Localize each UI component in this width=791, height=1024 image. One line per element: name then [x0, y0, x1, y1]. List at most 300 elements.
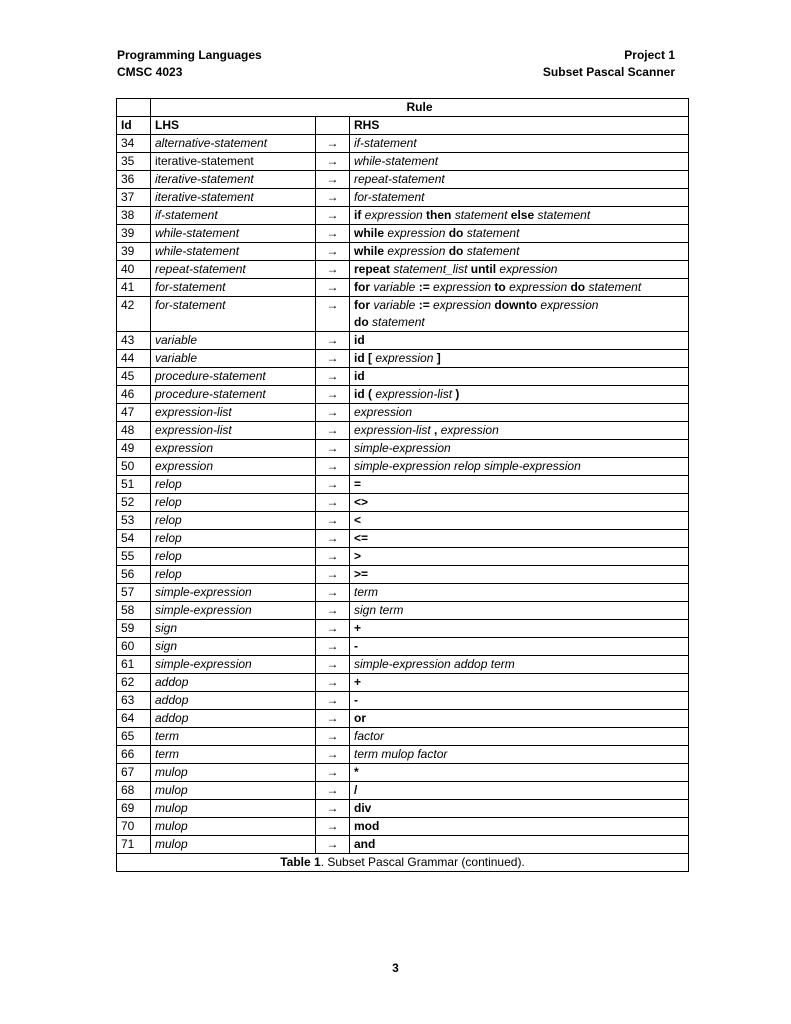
right-arrow-icon: →	[316, 548, 350, 566]
rule-lhs: addop	[151, 692, 316, 710]
column-header-row	[117, 117, 689, 135]
rhs-terminal: id	[354, 333, 365, 347]
table-row	[117, 368, 689, 386]
right-arrow-icon: →	[316, 728, 350, 746]
table-row	[117, 279, 689, 297]
rhs-nonterminal: expression	[384, 244, 449, 258]
rhs-nonterminal: statement	[534, 208, 591, 222]
rule-lhs: expression-list	[151, 422, 316, 440]
rhs-line	[354, 207, 684, 224]
rule-lhs: mulop	[151, 782, 316, 800]
rhs-terminal: then	[426, 208, 452, 222]
rhs-terminal: >=	[354, 567, 369, 581]
rhs-line	[354, 332, 684, 349]
rule-lhs: simple-expression	[151, 584, 316, 602]
rule-rhs	[350, 404, 689, 422]
right-arrow-icon: →	[316, 279, 350, 297]
rule-id: 61	[117, 656, 151, 674]
rule-lhs: expression	[151, 440, 316, 458]
rule-id: 54	[117, 530, 151, 548]
rule-lhs: if-statement	[151, 207, 316, 225]
rule-id: 63	[117, 692, 151, 710]
rule-rhs	[350, 476, 689, 494]
rule-id: 39	[117, 243, 151, 261]
rhs-terminal: while	[354, 226, 385, 240]
rule-lhs: while-statement	[151, 243, 316, 261]
rhs-nonterminal: statement_list	[390, 262, 471, 276]
right-arrow-icon: →	[316, 836, 350, 854]
rule-rhs	[350, 548, 689, 566]
rhs-nonterminal: statement	[585, 280, 642, 294]
table-row	[117, 386, 689, 404]
rhs-column-header: RHS	[350, 117, 689, 135]
rule-lhs: relop	[151, 566, 316, 584]
rhs-line	[354, 476, 684, 493]
rule-lhs: sign	[151, 638, 316, 656]
rule-id: 71	[117, 836, 151, 854]
right-arrow-icon: →	[316, 458, 350, 476]
rule-rhs	[350, 243, 689, 261]
rhs-nonterminal: variable	[370, 280, 419, 294]
rule-id: 34	[117, 135, 151, 153]
rhs-nonterminal: expression	[437, 423, 499, 437]
rhs-terminal: =	[354, 477, 362, 491]
rhs-line	[354, 297, 684, 314]
rule-rhs	[350, 297, 689, 332]
rhs-line	[354, 620, 684, 637]
rule-id: 53	[117, 512, 151, 530]
rhs-terminal: while	[354, 244, 385, 258]
rule-rhs	[350, 135, 689, 153]
rhs-line	[354, 638, 684, 655]
heading-blank-cell	[117, 99, 151, 117]
rhs-terminal: id	[354, 369, 365, 383]
rhs-line	[354, 314, 684, 331]
rule-heading: Rule	[151, 99, 689, 117]
rule-id: 65	[117, 728, 151, 746]
rule-id: 43	[117, 332, 151, 350]
rhs-line	[354, 440, 684, 457]
rhs-terminal: for	[354, 298, 370, 312]
rhs-terminal: div	[354, 801, 372, 815]
table-row	[117, 710, 689, 728]
rule-lhs: addop	[151, 710, 316, 728]
right-arrow-icon: →	[316, 297, 350, 332]
rhs-nonterminal: term	[354, 585, 378, 599]
rule-lhs: relop	[151, 530, 316, 548]
rhs-line	[354, 153, 684, 170]
rule-lhs: for-statement	[151, 279, 316, 297]
rhs-line	[354, 602, 684, 619]
table-row	[117, 674, 689, 692]
rhs-line	[354, 279, 684, 296]
rhs-line	[354, 512, 684, 529]
right-arrow-icon: →	[316, 440, 350, 458]
right-arrow-icon: →	[316, 368, 350, 386]
course-name: Programming Languages	[117, 48, 262, 62]
table-row	[117, 261, 689, 279]
right-arrow-icon: →	[316, 332, 350, 350]
rule-lhs: expression	[151, 458, 316, 476]
rule-id: 38	[117, 207, 151, 225]
rule-rhs	[350, 746, 689, 764]
right-arrow-icon: →	[316, 494, 350, 512]
rhs-terminal: for	[354, 280, 370, 294]
rhs-nonterminal: expression-list	[354, 423, 435, 437]
project-number: Project 1	[624, 48, 675, 62]
rule-id: 52	[117, 494, 151, 512]
rhs-nonterminal: factor	[354, 729, 385, 743]
right-arrow-icon: →	[316, 584, 350, 602]
right-arrow-icon: →	[316, 638, 350, 656]
rhs-line	[354, 764, 684, 781]
rhs-line	[354, 243, 684, 260]
rule-rhs	[350, 530, 689, 548]
rule-rhs	[350, 638, 689, 656]
rule-lhs: mulop	[151, 836, 316, 854]
rule-rhs	[350, 422, 689, 440]
rhs-line	[354, 728, 684, 745]
rhs-line	[354, 674, 684, 691]
table-row	[117, 728, 689, 746]
rule-rhs	[350, 602, 689, 620]
rhs-line	[354, 530, 684, 547]
rule-id: 56	[117, 566, 151, 584]
rhs-terminal: to	[494, 280, 506, 294]
right-arrow-icon: →	[316, 404, 350, 422]
grammar-table	[116, 98, 689, 872]
rule-lhs: expression-list	[151, 404, 316, 422]
rule-id: 58	[117, 602, 151, 620]
rule-id: 69	[117, 800, 151, 818]
rule-id: 55	[117, 548, 151, 566]
right-arrow-icon: →	[316, 530, 350, 548]
table-row	[117, 512, 689, 530]
rhs-line	[354, 350, 684, 367]
rule-rhs	[350, 800, 689, 818]
rule-lhs: alternative-statement	[151, 135, 316, 153]
table-row	[117, 440, 689, 458]
table-row	[117, 476, 689, 494]
rhs-terminal: *	[354, 765, 359, 779]
table-row	[117, 350, 689, 368]
rhs-nonterminal: statement	[368, 315, 425, 329]
table-row	[117, 746, 689, 764]
rule-id: 41	[117, 279, 151, 297]
rule-id: 49	[117, 440, 151, 458]
rule-id: 50	[117, 458, 151, 476]
rhs-nonterminal: expression	[429, 298, 495, 312]
rhs-nonterminal: for-statement	[354, 190, 425, 204]
rule-lhs: procedure-statement	[151, 368, 316, 386]
rule-rhs	[350, 494, 689, 512]
rule-id: 46	[117, 386, 151, 404]
table-row	[117, 153, 689, 171]
rhs-nonterminal: statement	[451, 208, 511, 222]
rule-rhs	[350, 584, 689, 602]
rhs-terminal: id [	[354, 351, 372, 365]
rhs-terminal: :=	[418, 280, 430, 294]
rule-rhs	[350, 710, 689, 728]
table-row	[117, 566, 689, 584]
rule-id: 48	[117, 422, 151, 440]
rule-id: 66	[117, 746, 151, 764]
rule-lhs: mulop	[151, 764, 316, 782]
rule-rhs	[350, 368, 689, 386]
right-arrow-icon: →	[316, 746, 350, 764]
table-row	[117, 584, 689, 602]
rule-id: 59	[117, 620, 151, 638]
rhs-nonterminal: expression	[361, 208, 427, 222]
table-row	[117, 800, 689, 818]
rhs-line	[354, 261, 684, 278]
rhs-terminal: /	[354, 783, 358, 797]
rule-lhs: simple-expression	[151, 656, 316, 674]
rule-id: 44	[117, 350, 151, 368]
rule-rhs	[350, 512, 689, 530]
rule-rhs	[350, 782, 689, 800]
rhs-line	[354, 710, 684, 727]
right-arrow-icon: →	[316, 422, 350, 440]
rule-rhs	[350, 674, 689, 692]
rhs-terminal: -	[354, 693, 358, 707]
table-row	[117, 656, 689, 674]
right-arrow-icon: →	[316, 189, 350, 207]
rhs-line	[354, 548, 684, 565]
rhs-terminal: ]	[436, 351, 441, 365]
rule-id: 39	[117, 225, 151, 243]
course-code: CMSC 4023	[117, 65, 183, 79]
rhs-nonterminal: expression	[354, 405, 413, 419]
rhs-nonterminal: statement	[463, 244, 520, 258]
right-arrow-icon: →	[316, 225, 350, 243]
rule-rhs	[350, 386, 689, 404]
table-caption	[117, 854, 689, 872]
right-arrow-icon: →	[316, 171, 350, 189]
rhs-line	[354, 836, 684, 853]
right-arrow-icon: →	[316, 602, 350, 620]
rhs-terminal: else	[510, 208, 535, 222]
rule-id: 36	[117, 171, 151, 189]
rule-lhs: mulop	[151, 818, 316, 836]
rhs-line	[354, 782, 684, 799]
right-arrow-icon: →	[316, 782, 350, 800]
table-row	[117, 207, 689, 225]
rule-lhs: procedure-statement	[151, 386, 316, 404]
table-row	[117, 135, 689, 153]
table-row	[117, 171, 689, 189]
rhs-nonterminal: expression	[384, 226, 449, 240]
table-row	[117, 602, 689, 620]
rule-lhs: variable	[151, 332, 316, 350]
rhs-nonterminal: if-statement	[354, 136, 417, 150]
rule-lhs: iterative-statement	[151, 189, 316, 207]
rule-lhs: repeat-statement	[151, 261, 316, 279]
rule-rhs	[350, 728, 689, 746]
rhs-line	[354, 225, 684, 242]
right-arrow-icon: →	[316, 350, 350, 368]
table-row	[117, 530, 689, 548]
right-arrow-icon: →	[316, 692, 350, 710]
rule-rhs	[350, 566, 689, 584]
table-row	[117, 764, 689, 782]
rhs-line	[354, 368, 684, 385]
rule-rhs	[350, 171, 689, 189]
rhs-terminal: )	[455, 387, 460, 401]
rule-lhs: term	[151, 728, 316, 746]
rhs-terminal: do	[448, 226, 464, 240]
rhs-terminal: downto	[494, 298, 538, 312]
rhs-nonterminal: expression	[505, 280, 571, 294]
caption-row	[117, 854, 689, 872]
rule-id: 40	[117, 261, 151, 279]
rhs-terminal: do	[448, 244, 464, 258]
rhs-line	[354, 494, 684, 511]
rule-lhs: sign	[151, 620, 316, 638]
rhs-terminal: do	[570, 280, 586, 294]
rhs-nonterminal: repeat-statement	[354, 172, 445, 186]
caption-text: . Subset Pascal Grammar (continued).	[320, 855, 525, 869]
rhs-line	[354, 386, 684, 403]
rhs-line	[354, 422, 684, 439]
rule-rhs	[350, 764, 689, 782]
right-arrow-icon: →	[316, 261, 350, 279]
table-row	[117, 548, 689, 566]
rhs-terminal: or	[354, 711, 366, 725]
rhs-terminal: and	[354, 837, 376, 851]
right-arrow-icon: →	[316, 243, 350, 261]
rhs-line	[354, 404, 684, 421]
rule-id: 67	[117, 764, 151, 782]
id-column-header: Id	[117, 117, 151, 135]
rhs-terminal: +	[354, 675, 362, 689]
right-arrow-icon: →	[316, 512, 350, 530]
rule-id: 51	[117, 476, 151, 494]
rhs-line	[354, 746, 684, 763]
table-row	[117, 782, 689, 800]
rule-rhs	[350, 656, 689, 674]
arrow-column-header	[316, 117, 350, 135]
right-arrow-icon: →	[316, 566, 350, 584]
rhs-terminal: do	[354, 315, 369, 329]
rhs-nonterminal: variable	[370, 298, 419, 312]
page-header-left	[117, 47, 262, 81]
rhs-terminal: <>	[354, 495, 369, 509]
rule-id: 35	[117, 153, 151, 171]
rhs-terminal: <=	[354, 531, 369, 545]
rule-rhs	[350, 279, 689, 297]
rhs-line	[354, 189, 684, 206]
rule-lhs: variable	[151, 350, 316, 368]
rhs-terminal: <	[354, 513, 362, 527]
rule-rhs	[350, 207, 689, 225]
rhs-line	[354, 692, 684, 709]
rule-lhs: addop	[151, 674, 316, 692]
page-header-right	[543, 47, 675, 81]
right-arrow-icon: →	[316, 386, 350, 404]
lhs-column-header: LHS	[151, 117, 316, 135]
rule-id: 42	[117, 297, 151, 332]
rhs-line	[354, 566, 684, 583]
rule-rhs	[350, 350, 689, 368]
rule-rhs	[350, 692, 689, 710]
right-arrow-icon: →	[316, 656, 350, 674]
rhs-nonterminal: term mulop factor	[354, 747, 448, 761]
rule-id: 68	[117, 782, 151, 800]
rule-lhs: for-statement	[151, 297, 316, 332]
rule-rhs	[350, 440, 689, 458]
caption-label: Table 1	[280, 855, 321, 869]
table-row	[117, 422, 689, 440]
rule-id: 70	[117, 818, 151, 836]
page-number: 3	[392, 961, 399, 975]
rule-lhs: relop	[151, 512, 316, 530]
table-row	[117, 332, 689, 350]
rhs-terminal: :=	[418, 298, 430, 312]
rhs-nonterminal: simple-expression	[354, 441, 451, 455]
right-arrow-icon: →	[316, 818, 350, 836]
rule-lhs: relop	[151, 548, 316, 566]
right-arrow-icon: →	[316, 135, 350, 153]
right-arrow-icon: →	[316, 207, 350, 225]
rule-rhs	[350, 818, 689, 836]
rule-rhs	[350, 332, 689, 350]
rule-lhs: simple-expression	[151, 602, 316, 620]
rule-id: 45	[117, 368, 151, 386]
right-arrow-icon: →	[316, 674, 350, 692]
project-title: Subset Pascal Scanner	[542, 65, 675, 79]
rhs-nonterminal: while-statement	[354, 154, 439, 168]
rule-rhs	[350, 458, 689, 476]
rule-lhs: relop	[151, 494, 316, 512]
rule-lhs: mulop	[151, 800, 316, 818]
rule-lhs: term	[151, 746, 316, 764]
table-row	[117, 638, 689, 656]
rhs-terminal: until	[470, 262, 497, 276]
rule-id: 60	[117, 638, 151, 656]
right-arrow-icon: →	[316, 800, 350, 818]
right-arrow-icon: →	[316, 620, 350, 638]
rhs-terminal: -	[354, 639, 358, 653]
right-arrow-icon: →	[316, 710, 350, 728]
rule-lhs: while-statement	[151, 225, 316, 243]
rule-lhs: iterative-statement	[151, 171, 316, 189]
rule-id: 64	[117, 710, 151, 728]
rule-rhs	[350, 189, 689, 207]
rule-rhs	[350, 153, 689, 171]
rule-lhs: iterative-statement	[151, 153, 316, 171]
rhs-line	[354, 818, 684, 835]
rhs-line	[354, 135, 684, 152]
rule-id: 47	[117, 404, 151, 422]
table-row	[117, 189, 689, 207]
rhs-line	[354, 656, 684, 673]
rhs-terminal: if	[354, 208, 362, 222]
rhs-nonterminal: simple-expression relop simple-expression	[354, 459, 581, 473]
rule-rhs	[350, 225, 689, 243]
rhs-terminal: +	[354, 621, 362, 635]
table-row	[117, 836, 689, 854]
rule-heading-row	[117, 99, 689, 117]
rule-id: 62	[117, 674, 151, 692]
rule-lhs: relop	[151, 476, 316, 494]
table-row	[117, 404, 689, 422]
rule-rhs	[350, 620, 689, 638]
rhs-nonterminal: expression	[372, 351, 437, 365]
rhs-line	[354, 458, 684, 475]
rhs-terminal: repeat	[354, 262, 391, 276]
rhs-nonterminal: simple-expression addop term	[354, 657, 515, 671]
